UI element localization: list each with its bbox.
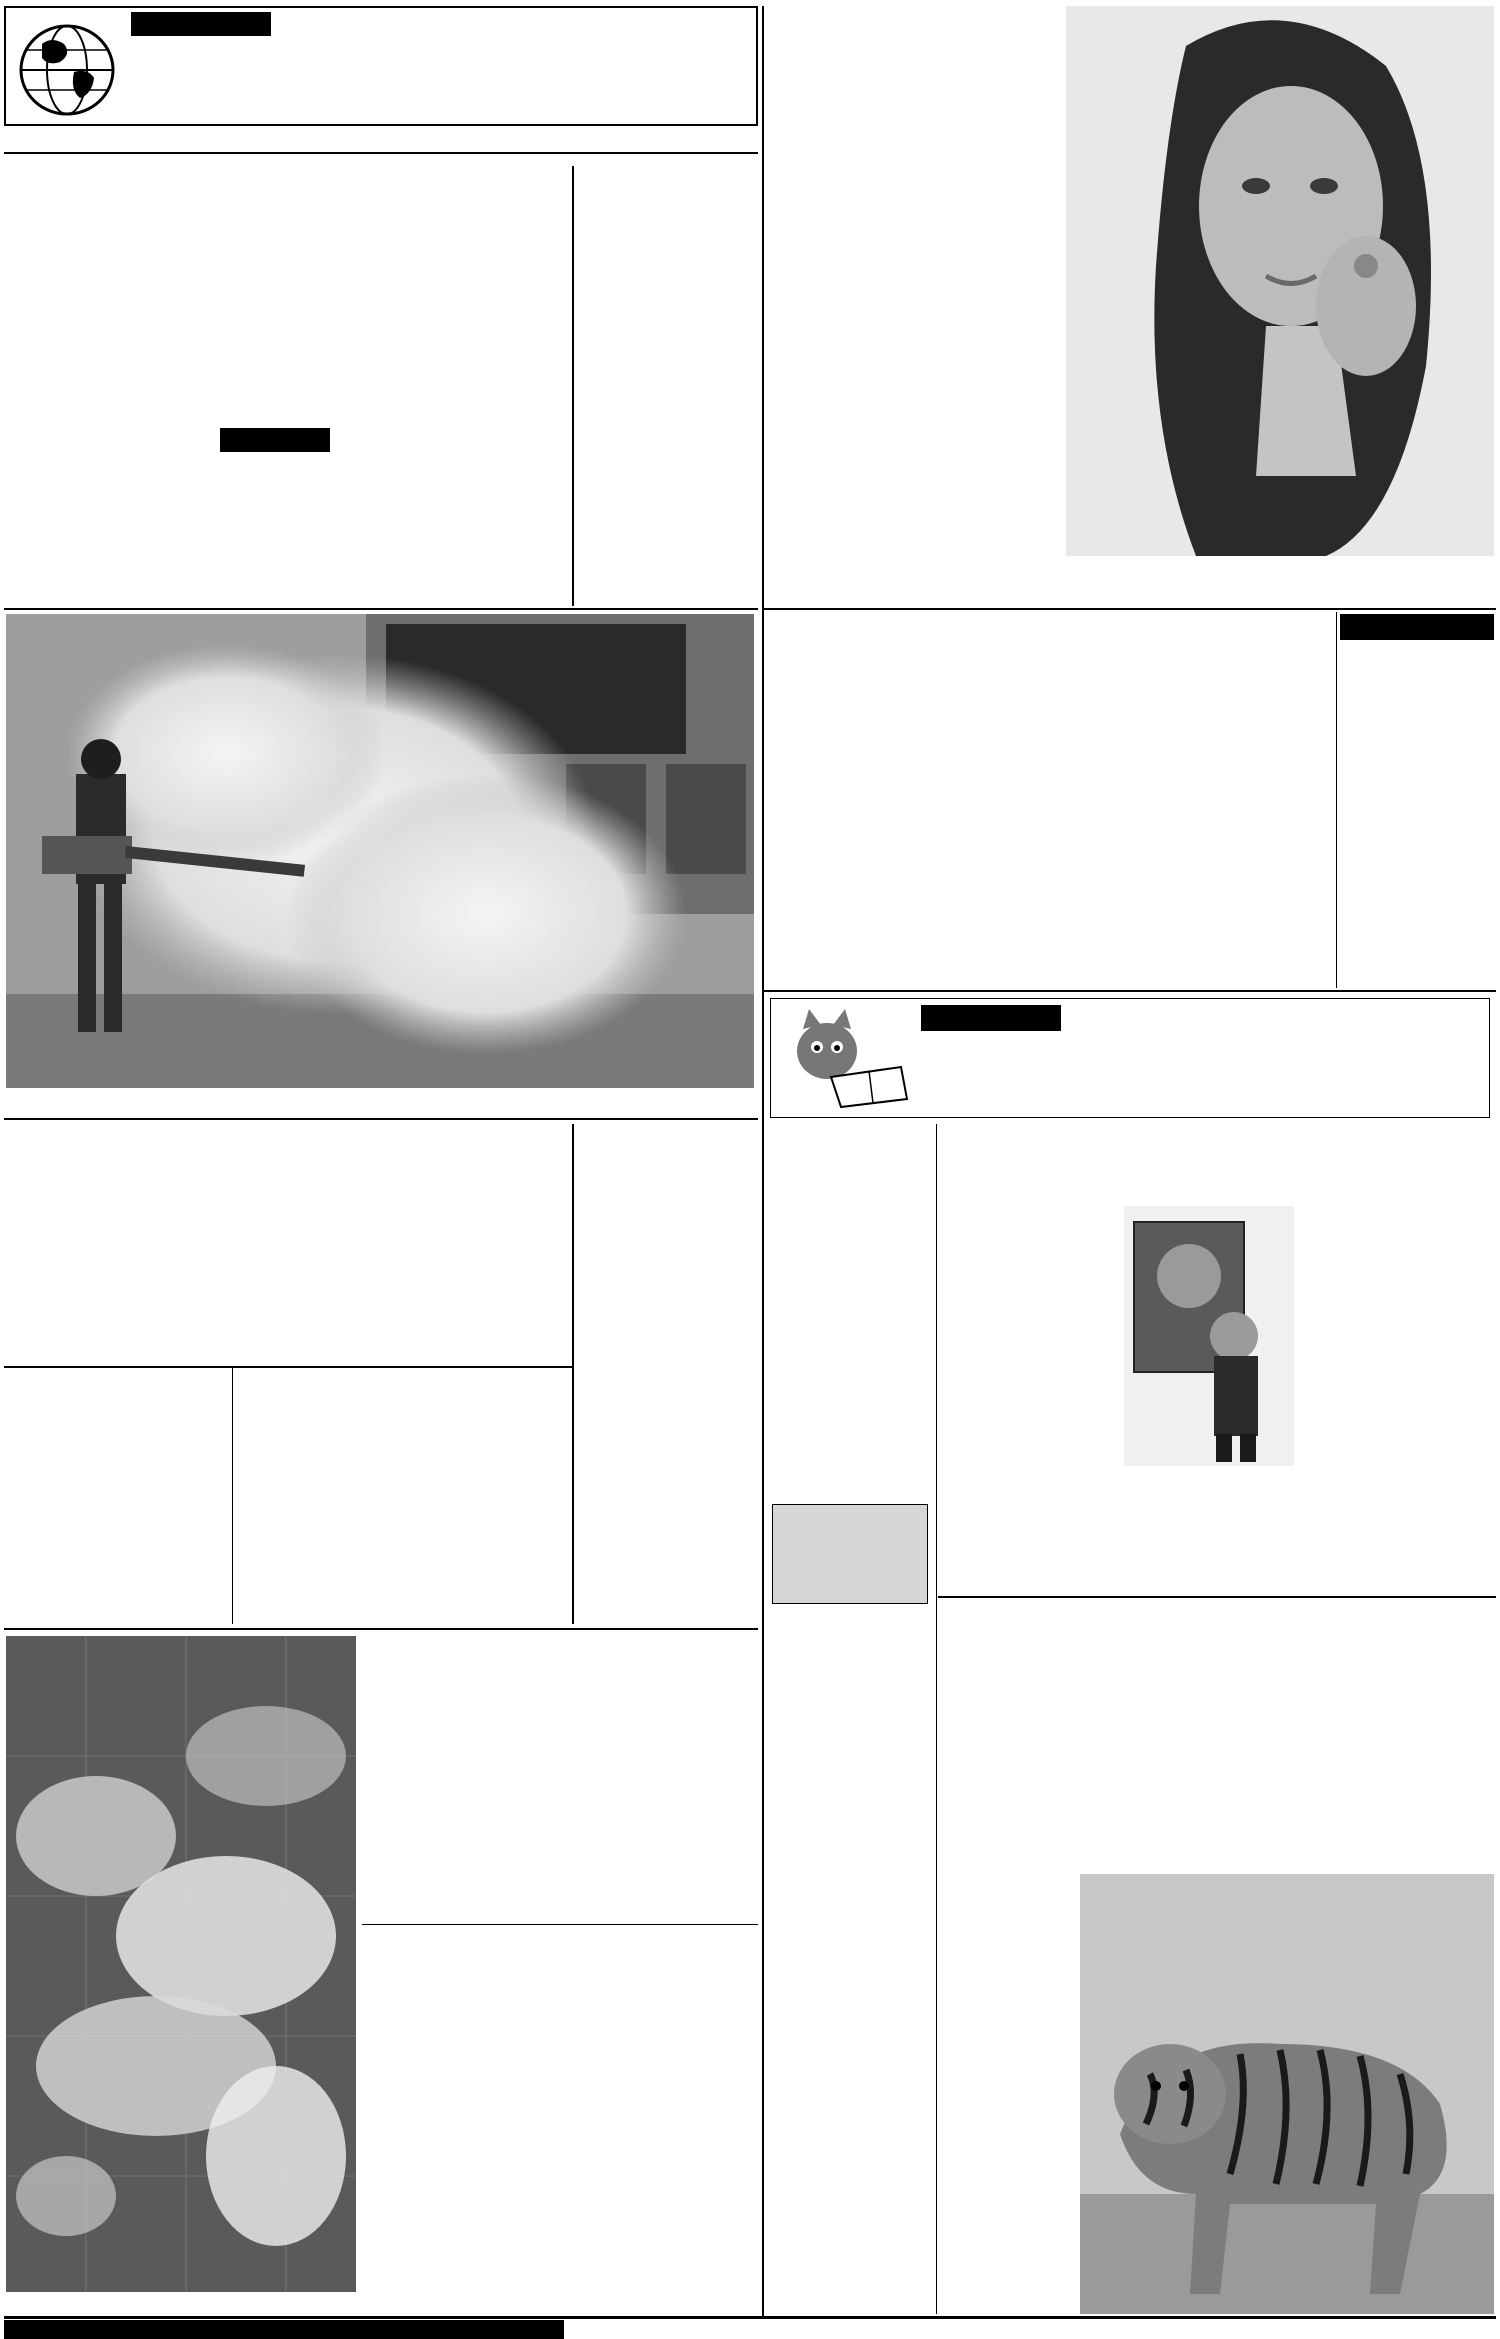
gillard-body — [238, 1420, 568, 1622]
nino-body — [946, 1206, 1494, 1590]
cartoon-cat-icon — [781, 1007, 911, 1111]
masthead — [4, 6, 758, 126]
jagatara-divider — [936, 1124, 937, 2314]
jagatara-body-2 — [770, 1612, 930, 2302]
fursat-banner — [770, 998, 1490, 1118]
footer-lead-box — [4, 2320, 564, 2339]
khloe-body — [770, 146, 1062, 604]
history-title-box — [1340, 614, 1494, 640]
history-subtitle — [1342, 644, 1492, 674]
jharkhand-tag — [220, 428, 330, 452]
kohli-body — [6, 1190, 566, 1360]
doctor-gillard-divider — [232, 1368, 233, 1624]
center-divider — [762, 6, 764, 2316]
bjp-body-left — [6, 250, 284, 600]
nepal-bottom-rule — [362, 1924, 758, 1925]
bjp-thomas-divider — [572, 166, 574, 606]
bjp-body-right — [290, 250, 570, 600]
tiger-photo — [1080, 1874, 1494, 2314]
kohli-liquor-divider — [572, 1124, 574, 1624]
masthead-brand-box — [131, 12, 271, 36]
kohli-bottom-rule — [4, 1366, 572, 1368]
dharma-katha-box — [772, 1504, 928, 1604]
daughter-body — [770, 674, 1332, 984]
fursat-brand-box — [921, 1005, 1061, 1031]
footer-contacts — [4, 2320, 1496, 2339]
globe-logo-icon — [12, 14, 122, 122]
sundarban-body-continued — [946, 1874, 1074, 2312]
daughter-bottom-rule — [764, 990, 1496, 992]
doctor-body — [6, 1412, 228, 1622]
jagatara-body — [770, 1216, 930, 1496]
satellite-image — [6, 1636, 356, 2292]
daughter-history-divider — [1336, 612, 1337, 988]
liquor-body — [578, 1204, 756, 1624]
sundarban-body — [946, 1700, 1494, 1870]
photo-bottom-rule — [4, 1118, 758, 1120]
dateline-bar — [4, 128, 758, 154]
nepal-body — [364, 1688, 756, 1918]
thomas-body — [578, 246, 756, 602]
pakistan-body — [364, 1978, 756, 2312]
jagatara-author — [770, 2300, 930, 2316]
dengue-fogging-photo — [6, 614, 754, 1088]
khloe-photo — [1066, 6, 1494, 556]
shop-sign — [398, 630, 674, 746]
khloe-bottom-rule — [764, 608, 1496, 610]
history-body — [1342, 678, 1492, 984]
bjp-bottom-rule — [4, 608, 758, 610]
nino-bottom-rule — [938, 1596, 1496, 1598]
gillard-bottom-rule — [4, 1628, 758, 1630]
footer-top-rule — [4, 2316, 1496, 2319]
